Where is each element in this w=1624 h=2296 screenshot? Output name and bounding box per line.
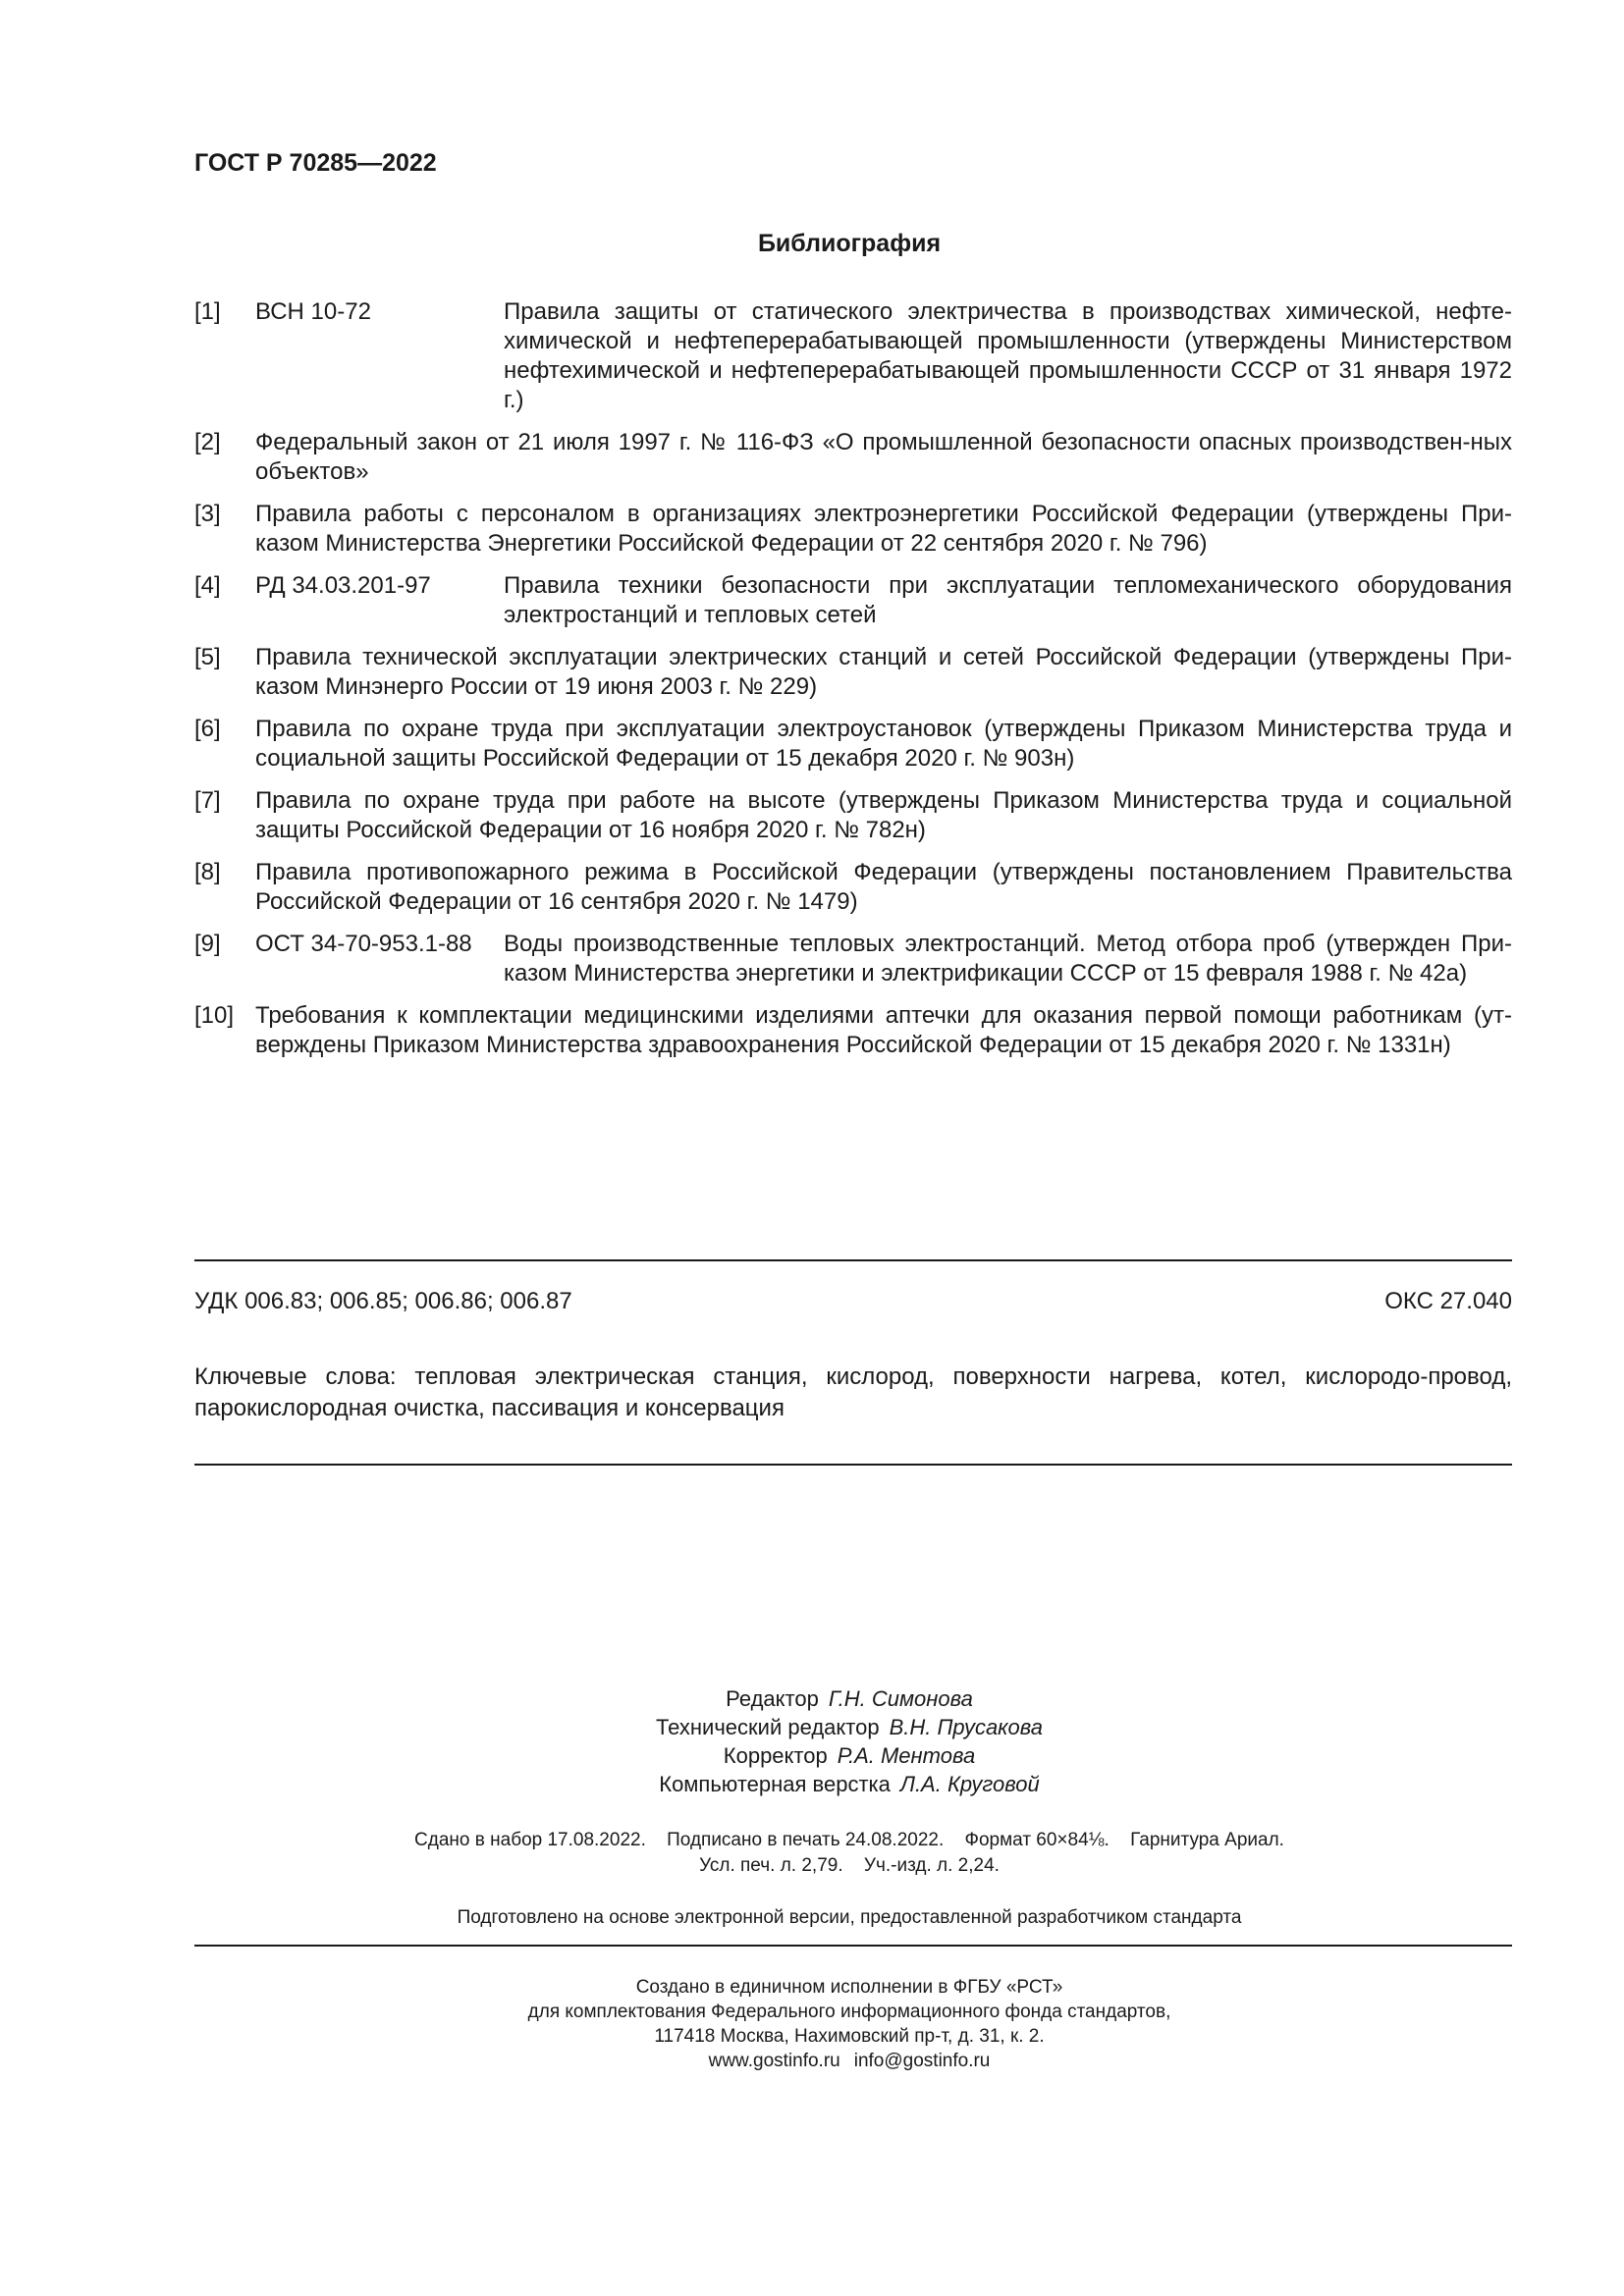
entry-text: Требования к комплектации медицинскими изделиями аптечки для оказания первой помощи работникам (ут-верждены Приказом Министерства здравоохранения Российской Федерации от 15 декабря 2020 г. № 1331н)	[255, 1002, 1512, 1058]
publication-line	[0, 1853, 1624, 1879]
bibliography-entry	[194, 715, 1512, 774]
standard-code: ГОСТ Р 70285—2022	[194, 149, 437, 177]
publication-line	[0, 1828, 1624, 1853]
credit-line	[0, 1684, 1624, 1713]
section-divider-top	[194, 1259, 1512, 1261]
footer-line: 117418 Москва, Нахимовский пр-т, д. 31, к. 2.	[654, 2026, 1045, 2047]
entry-text: Правила по охране труда при эксплуатации электроустановок (утверждены Приказом Министерства труда и социальной защиты Российской Федерации от 15 декабря 2020 г. № 903н)	[255, 716, 1512, 772]
oks-code: ОКС 27.040	[1384, 1288, 1512, 1314]
footer-contacts	[0, 2049, 1624, 2073]
publication-info	[0, 1828, 1624, 1879]
credit-role: Компьютерная верстка	[659, 1772, 891, 1796]
bibliography-entry	[194, 930, 1512, 988]
entry-number: [8]	[194, 859, 221, 885]
udk-code: УДК 006.83; 006.85; 006.86; 006.87	[194, 1288, 572, 1314]
bibliography-entry	[194, 1001, 1512, 1060]
credit-line	[0, 1741, 1624, 1770]
typeface: Гарнитура Ариал.	[1130, 1830, 1284, 1850]
edition-sheets: Уч.-изд. л. 2,24.	[863, 1855, 1000, 1876]
credit-role: Технический редактор	[655, 1715, 880, 1739]
website-link[interactable]: www.gostinfo.ru	[708, 2051, 840, 2071]
entry-number: [7]	[194, 787, 221, 814]
entry-code: ВСН 10-72	[255, 298, 371, 325]
entry-number: [9]	[194, 931, 221, 957]
footer-line: Создано в единичном исполнении в ФГБУ «РСТ»	[635, 1977, 1063, 1998]
bibliography-entry	[194, 297, 1512, 415]
bibliography-entry	[194, 428, 1512, 487]
email-link[interactable]: info@gostinfo.ru	[853, 2051, 991, 2071]
bibliography-entry	[194, 500, 1512, 559]
entry-number: [5]	[194, 644, 221, 670]
entry-text: Правила техники безопасности при эксплуатации тепломеханического оборудования электростанций и тепловых сетей	[504, 572, 1512, 628]
entry-number: [3]	[194, 501, 221, 527]
footer-divider	[194, 1945, 1512, 1947]
bibliography-title: Библиография	[757, 230, 942, 257]
entry-text: Правила по охране труда при работе на высоте (утверждены Приказом Министерства труда и социальной защиты Российской Федерации от 16 ноября 2020 г. № 782н)	[255, 787, 1512, 843]
entry-number: [2]	[194, 429, 221, 455]
submitted-date: Сдано в набор 17.08.2022.	[414, 1830, 646, 1850]
entry-text: Правила работы с персоналом в организациях электроэнергетики Российской Федерации (утверждены При-казом Министерства Энергетики Российской Федерации от 22 сентября 2020 г. № 796)	[255, 501, 1512, 557]
entry-code: РД 34.03.201-97	[255, 572, 431, 599]
credit-name: В.Н. Прусакова	[889, 1715, 1044, 1739]
bibliography-entry	[194, 643, 1512, 702]
credit-line	[0, 1770, 1624, 1798]
bibliography-entry	[194, 786, 1512, 845]
editorial-credits	[0, 1684, 1624, 1798]
entry-number: [10]	[194, 1002, 235, 1029]
entry-text: Федеральный закон от 21 июля 1997 г. № 116-ФЗ «О промышленной безопасности опасных производствен-ных объектов»	[255, 429, 1512, 485]
bibliography-entry	[194, 858, 1512, 917]
prepared-note: Подготовлено на основе электронной версии, предоставленной разработчиком стандарта	[457, 1907, 1242, 1928]
entry-text: Воды производственные тепловых электростанций. Метод отбора проб (утвержден При-казом Министерства энергетики и электрификации СССР от 15 февраля 1988 г. № 42а)	[504, 931, 1512, 987]
entry-number: [6]	[194, 716, 221, 742]
credit-name: Г.Н. Симонова	[828, 1686, 973, 1711]
credit-role: Корректор	[723, 1743, 828, 1768]
bibliography-entry	[194, 571, 1512, 630]
entry-text: Правила технической эксплуатации электрических станций и сетей Российской Федерации (утверждены При-казом Минэнерго России от 19 июня 2003 г. № 229)	[255, 644, 1512, 700]
entry-text: Правила защиты от статического электричества в производствах химической, нефте-химической и нефтеперерабатывающей промышленности (утверждены Министерством нефтехимической и нефтеперерабатывающей промышленности СССР от 31 января 1972 г.)	[504, 298, 1512, 413]
credit-name: Р.А. Ментова	[837, 1743, 976, 1768]
section-divider-bottom	[194, 1464, 1512, 1466]
entry-code: ОСТ 34-70-953.1-88	[255, 931, 472, 957]
print-sheets: Усл. печ. л. 2,79.	[699, 1855, 843, 1876]
credit-name: Л.А. Круговой	[899, 1772, 1040, 1796]
credit-role: Редактор	[726, 1686, 819, 1711]
keywords: Ключевые слова: тепловая электрическая станция, кислород, поверхности нагрева, котел, кислородо-провод, парокислородная очистка, пассивация и консервация	[194, 1363, 1512, 1421]
publisher-footer	[0, 1975, 1624, 2073]
entry-number: [1]	[194, 298, 221, 325]
entry-text: Правила противопожарного режима в Российской Федерации (утверждены постановлением Правительства Российской Федерации от 16 сентября 2020 г. № 1479)	[255, 859, 1512, 915]
footer-line: для комплектования Федерального информационного фонда стандартов,	[527, 2002, 1171, 2022]
credit-line	[0, 1713, 1624, 1741]
signed-date: Подписано в печать 24.08.2022.	[667, 1830, 945, 1850]
entry-number: [4]	[194, 572, 221, 599]
paper-format: Формат 60×84⅛.	[964, 1830, 1110, 1850]
bibliography-list	[194, 297, 1512, 1073]
